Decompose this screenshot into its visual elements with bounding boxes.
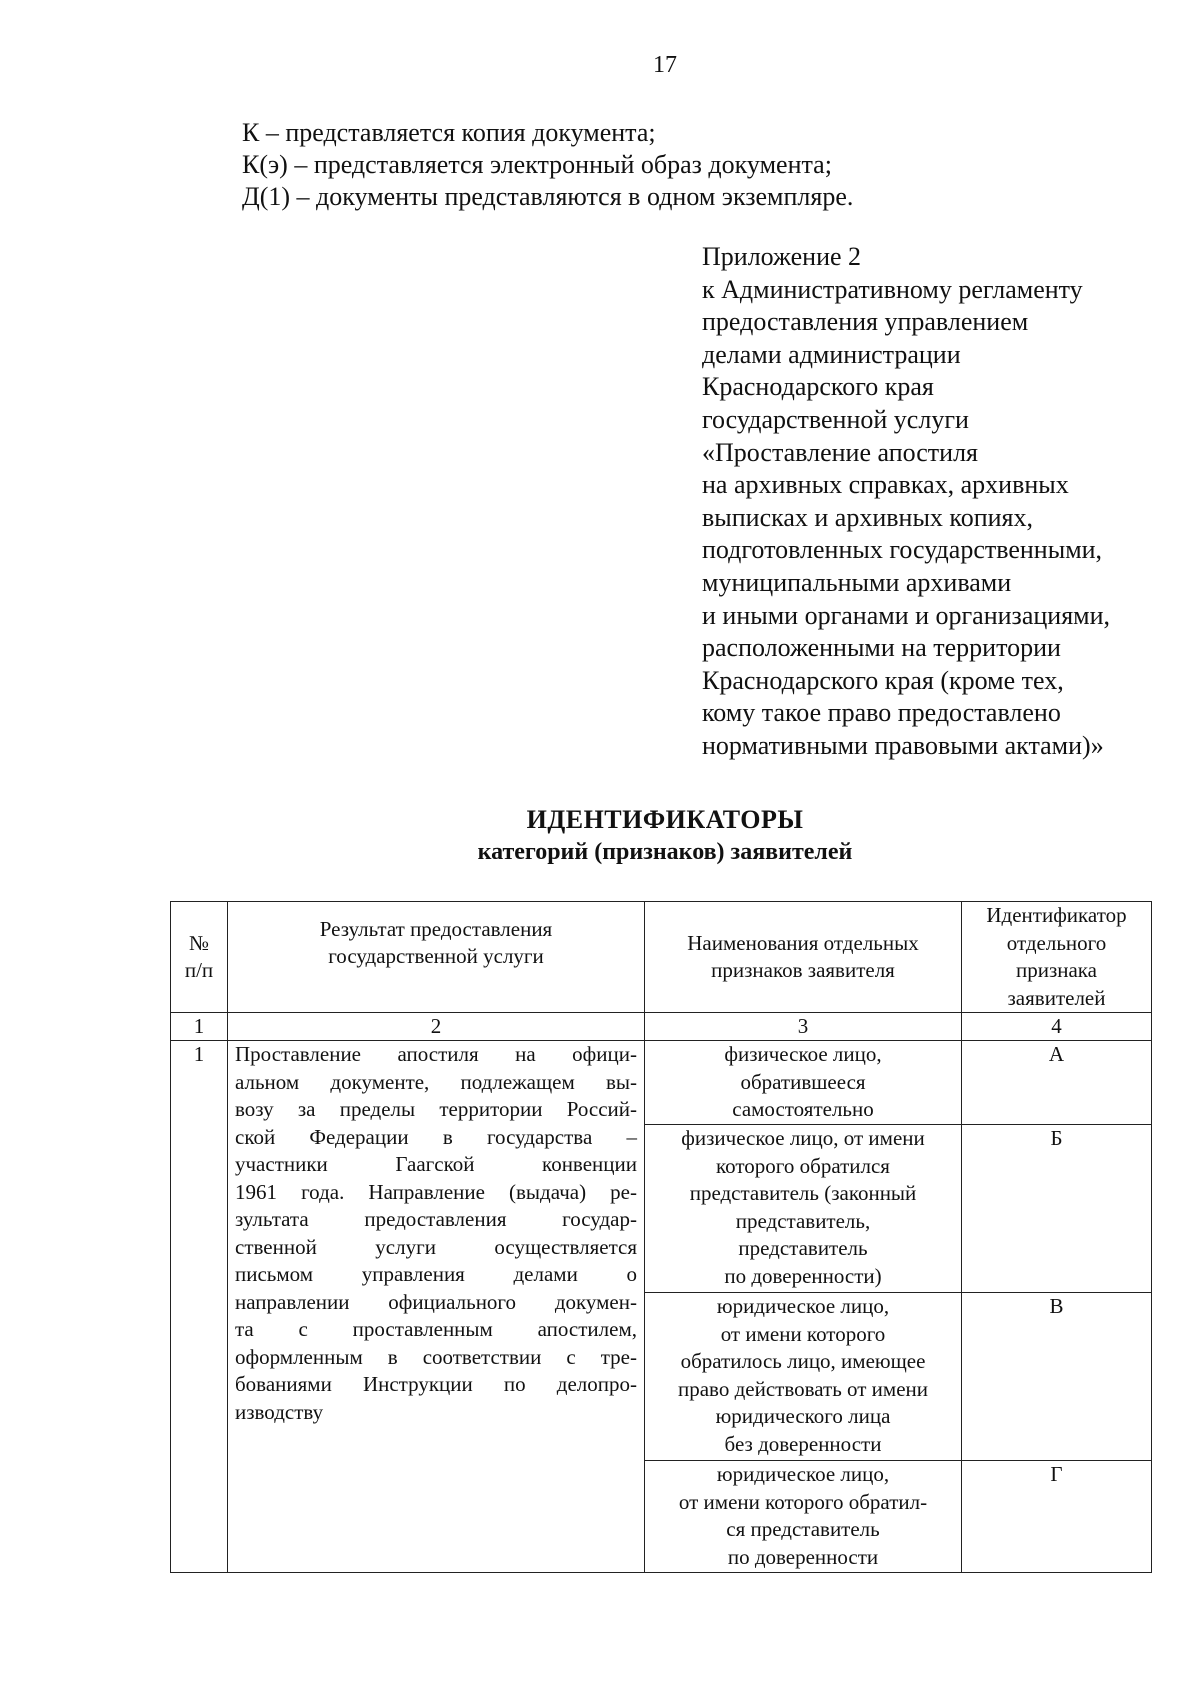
sign-line: юридическое лицо, — [716, 1462, 890, 1486]
applicant-sign-a — [645, 1041, 962, 1125]
result-line: письмом управления делами о — [235, 1262, 637, 1286]
appendix-line: нормативными правовыми актами)» — [702, 730, 1104, 760]
header-number — [171, 902, 228, 1013]
identifier-a: А — [962, 1041, 1152, 1125]
abbreviation-legend — [242, 117, 853, 213]
table-header-row — [171, 902, 1152, 1013]
sign-line: обратилось лицо, имеющее — [680, 1349, 926, 1373]
result-line: ственной услуги осуществляется — [235, 1234, 637, 1259]
result-line: 1961 года. Направление (выдача) ре- — [235, 1179, 637, 1204]
identifier-g: Г — [962, 1461, 1152, 1573]
header-applicant-signs — [645, 902, 962, 1013]
document-title: ИДЕНТИФИКАТОРЫ — [526, 805, 804, 834]
column-number-row — [171, 1013, 1152, 1041]
appendix-line: «Проставление апостиля — [702, 437, 979, 467]
header-line: заявителей — [1007, 985, 1106, 1010]
identifiers-table — [170, 901, 1152, 1573]
appendix-line: Приложение 2 — [702, 242, 862, 271]
service-result — [228, 1041, 645, 1573]
document-subtitle: категорий (признаков) заявителей — [477, 839, 853, 865]
sign-line: без доверенности — [724, 1431, 882, 1456]
sign-line: самостоятельно — [732, 1097, 874, 1121]
column-number: 3 — [645, 1013, 962, 1041]
appendix-line: Краснодарского края — [702, 372, 934, 402]
header-line: Результат предоставления — [319, 916, 553, 941]
appendix-line: к Административному регламенту — [702, 274, 1083, 304]
sign-line: право действовать от имени — [678, 1376, 928, 1401]
sign-line: юридическое лицо, — [716, 1294, 890, 1318]
sign-line: ся представитель — [726, 1517, 880, 1541]
appendix-line: на архивных справках, архивных — [702, 470, 1069, 500]
result-line: возу за пределы территории Россий- — [235, 1097, 637, 1121]
appendix-heading — [702, 241, 1110, 763]
applicant-sign-g — [645, 1461, 962, 1573]
result-line: направлении официального докумен- — [235, 1289, 637, 1314]
sign-line: юридического лица — [715, 1404, 891, 1428]
result-line: зультата предоставления государ- — [235, 1207, 637, 1231]
header-line: государственной услуги — [328, 944, 544, 969]
header-line: Идентификатор — [986, 903, 1127, 927]
appendix-line: кому такое право предоставлено — [702, 698, 1061, 728]
legend-line: Д(1) – документы представляются в одном экземпляре. — [242, 182, 854, 211]
header-line: признака — [1015, 958, 1098, 982]
appendix-line: и иными органами и организациями, — [702, 600, 1111, 630]
sign-line: от имени которого — [720, 1321, 886, 1346]
legend-line: К(э) – представляется электронный образ документа; — [242, 150, 832, 179]
result-line: та с проставленным апостилем, — [235, 1317, 637, 1341]
sign-line: представитель, — [735, 1208, 871, 1233]
table-row — [171, 1041, 1152, 1125]
applicant-sign-b — [645, 1125, 962, 1293]
result-line: альном документе, подлежащем вы- — [235, 1069, 637, 1094]
sign-line: которого обратился — [716, 1153, 890, 1178]
appendix-line: Краснодарского края (кроме тех, — [702, 665, 1064, 695]
result-line: Проставление апостиля на офици- — [235, 1042, 637, 1066]
appendix-line: выписках и архивных копиях, — [702, 502, 1034, 532]
header-result — [228, 902, 645, 1013]
sign-line: представитель (законный — [689, 1181, 917, 1205]
identifier-b: Б — [962, 1125, 1152, 1293]
column-number: 2 — [228, 1013, 645, 1041]
appendix-line: делами администрации — [702, 339, 961, 369]
appendix-line: муниципальными архивами — [702, 567, 1012, 597]
applicant-sign-v — [645, 1293, 962, 1461]
result-line: изводству — [235, 1399, 324, 1424]
header-line: № — [188, 930, 210, 955]
sign-line: от имени которого обратил- — [678, 1489, 928, 1514]
appendix-line: расположенными на территории — [702, 633, 1061, 663]
sign-line: по доверенности — [727, 1544, 879, 1569]
sign-line: по доверенности) — [724, 1263, 882, 1288]
appendix-line: подготовленных государственными, — [702, 535, 1103, 565]
sign-line: физическое лицо, от имени — [681, 1126, 925, 1150]
identifier-v: В — [962, 1293, 1152, 1461]
header-line: Наименования отдельных — [687, 930, 919, 955]
appendix-line: предоставления управлением — [702, 307, 1029, 337]
header-identifier — [962, 902, 1152, 1013]
result-line: участники Гаагской конвенции — [235, 1152, 637, 1176]
header-line: отдельного — [1006, 930, 1107, 955]
header-line: признаков заявителя — [711, 958, 895, 982]
sign-line: представитель — [738, 1236, 868, 1260]
appendix-line: государственной услуги — [702, 404, 969, 434]
result-line: ской Федерации в государства – — [235, 1124, 637, 1149]
header-line: п/п — [184, 958, 214, 982]
column-number: 1 — [171, 1013, 228, 1041]
column-number: 4 — [962, 1013, 1152, 1041]
result-line: бованиями Инструкции по делопро- — [235, 1372, 637, 1396]
sign-line: физическое лицо, — [724, 1042, 882, 1066]
page-number: 17 — [653, 52, 677, 78]
row-number: 1 — [171, 1041, 228, 1573]
result-line: оформленным в соответствии с тре- — [235, 1344, 637, 1369]
legend-line: К – представляется копия документа; — [242, 118, 656, 147]
sign-line: обратившееся — [740, 1069, 866, 1094]
